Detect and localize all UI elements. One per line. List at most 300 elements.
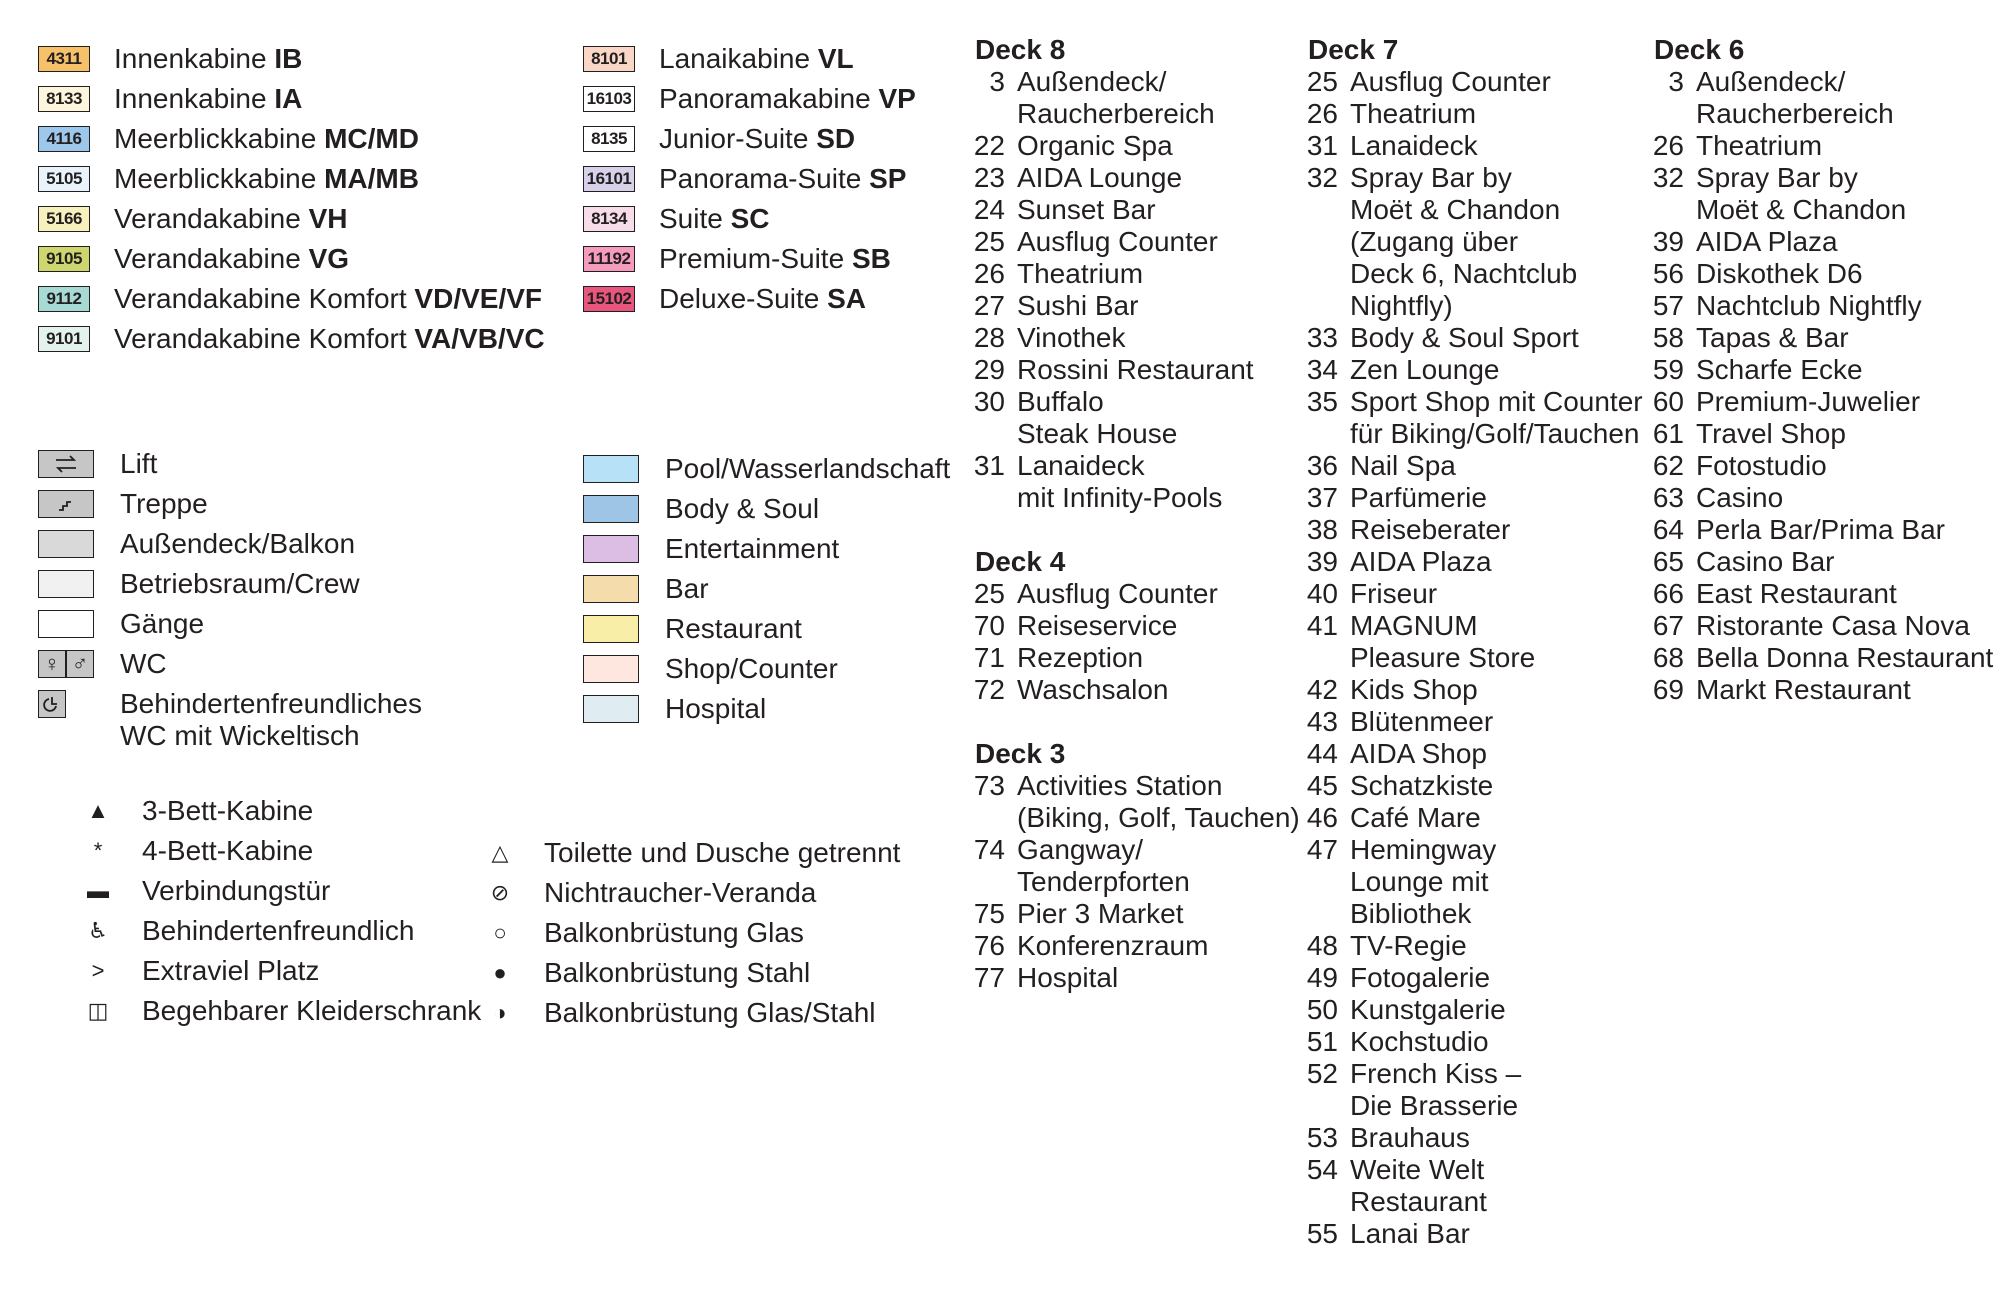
- stairs-icon: [38, 490, 94, 518]
- accessible-icon: [38, 690, 66, 718]
- cabin-row: [583, 160, 906, 198]
- cabin-name: Panorama-Suite: [659, 163, 870, 194]
- deck-entry: [975, 386, 1300, 450]
- deck-entry-name: Activities Station (Biking, Golf, Tauchen): [1017, 770, 1300, 833]
- symbol-row: [440, 954, 810, 992]
- cabin-row: [38, 200, 348, 238]
- area-row: [583, 450, 950, 488]
- cabin-row: [583, 120, 855, 158]
- deck-entry: [1308, 1122, 1643, 1154]
- cabin-code-badge: 8135: [583, 126, 635, 152]
- deck-entry-number: 28: [973, 322, 1005, 353]
- cabin-code-badge: 9112: [38, 286, 90, 312]
- deck-entry: [1308, 354, 1643, 386]
- deck-entry-number: 25: [1306, 66, 1338, 97]
- deck-entry-number: 41: [1306, 610, 1338, 641]
- deck-entry: [1308, 514, 1643, 546]
- deck-block: [1308, 34, 1643, 1250]
- deck-entry-number: 31: [973, 450, 1005, 481]
- deck-entry: [1654, 258, 1993, 290]
- deck-entry-name: Kunstgalerie: [1350, 994, 1506, 1025]
- deck-entry-name: Body & Soul Sport: [1350, 322, 1579, 353]
- cabin-code-badge: 4116: [38, 126, 90, 152]
- area-swatch: [583, 455, 639, 483]
- cabin-category: SB: [851, 243, 891, 274]
- deck-entry-name: Premium-Juwelier: [1696, 386, 1921, 417]
- cabin-row: [38, 280, 542, 318]
- deck-entry: [975, 130, 1300, 162]
- deck-entry: [1308, 450, 1643, 482]
- symbol-label: Balkonbrüstung Stahl: [544, 957, 811, 988]
- symbol-row: [38, 952, 319, 990]
- deck-entry: [975, 450, 1300, 514]
- deck-entry-number: 76: [973, 930, 1005, 961]
- deck-column-3: [1654, 34, 1993, 706]
- cabin-category: SA: [827, 283, 866, 314]
- cabin-code-badge: 11192: [583, 246, 635, 272]
- deck-entry-number: 61: [1652, 418, 1684, 449]
- circle-open-icon: ○: [493, 920, 507, 945]
- cabin-category: IB: [274, 43, 303, 74]
- cabin-category: MA/MB: [324, 163, 419, 194]
- symbol-label: Nichtraucher-Veranda: [544, 877, 817, 908]
- deck-entry: [1308, 1218, 1643, 1250]
- cabin-name: Verandakabine Komfort: [114, 323, 415, 354]
- deck-block: [975, 738, 1300, 994]
- deck-entry-name: Theatrium: [1350, 98, 1477, 129]
- deck-entry: [1654, 642, 1993, 674]
- deck-entry-number: 66: [1652, 578, 1684, 609]
- greater-than-icon: >: [91, 958, 105, 983]
- cabin-code-badge: 9101: [38, 326, 90, 352]
- deck-entry: [1654, 514, 1993, 546]
- deck-entry-number: 31: [1306, 130, 1338, 161]
- deck-entry-name: Casino: [1696, 482, 1784, 513]
- deck-entry: [1654, 162, 1993, 226]
- deck-entry-name: East Restaurant: [1696, 578, 1897, 609]
- deck-entry-number: 26: [973, 258, 1005, 289]
- area-label: Treppe: [120, 488, 208, 519]
- symbol-label: Begehbarer Kleiderschrank: [142, 995, 482, 1026]
- deck-entry: [1308, 610, 1643, 674]
- cabin-label: [114, 43, 302, 75]
- cabin-label: [114, 283, 542, 315]
- deck-entry: [1308, 962, 1643, 994]
- deck-entry: [1308, 386, 1643, 450]
- area-row: [38, 610, 204, 648]
- cabin-label: [114, 243, 349, 275]
- cabin-name: Meerblickkabine: [114, 163, 325, 194]
- deck-entry-name: Fotogalerie: [1350, 962, 1491, 993]
- cabin-name: Verandakabine Komfort: [114, 283, 415, 314]
- deck-entry-name: Travel Shop: [1696, 418, 1846, 449]
- symbol-label: 4-Bett-Kabine: [142, 835, 314, 866]
- deck-entry-number: 51: [1306, 1026, 1338, 1057]
- cabin-row: [583, 240, 891, 278]
- deck-entry-number: 68: [1652, 642, 1684, 673]
- deck-entry-number: 77: [973, 962, 1005, 993]
- deck-entry: [1654, 130, 1993, 162]
- cabin-category: VG: [308, 243, 350, 274]
- deck-entry-name: Schatzkiste: [1350, 770, 1494, 801]
- wardrobe-icon: ◫: [87, 998, 109, 1023]
- cabin-name: Innenkabine: [114, 83, 275, 114]
- deck-column-2: [1308, 34, 1643, 1250]
- deck-entry: [1308, 770, 1643, 802]
- deck-entry-name: Markt Restaurant: [1696, 674, 1911, 705]
- deck-entry-name: Rossini Restaurant: [1017, 354, 1254, 385]
- cabin-label: [114, 203, 348, 235]
- area-swatch: [583, 615, 639, 643]
- deck-entry-number: 62: [1652, 450, 1684, 481]
- symbol-row: [38, 912, 414, 950]
- cabin-label: [659, 83, 916, 115]
- deck-entry-number: 67: [1652, 610, 1684, 641]
- deck-entry-name: Lanaideck mit Infinity-Pools: [1017, 450, 1223, 513]
- deck-entry: [1308, 98, 1643, 130]
- area-label: Außendeck/Balkon: [120, 528, 356, 559]
- deck-entry-number: 60: [1652, 386, 1684, 417]
- deck-entry-name: Hemingway Lounge mit Bibliothek: [1350, 834, 1497, 929]
- deck-entry-name: Parfümerie: [1350, 482, 1487, 513]
- area-label: Pool/Wasserlandschaft: [665, 453, 951, 484]
- area-swatch: [583, 695, 639, 723]
- symbol-label: Balkonbrüstung Glas/Stahl: [544, 997, 876, 1028]
- deck-entry: [975, 962, 1300, 994]
- cabin-row: [583, 200, 770, 238]
- symbol-label: 3-Bett-Kabine: [142, 795, 314, 826]
- deck-entry-name: French Kiss – Die Brasserie: [1350, 1058, 1522, 1121]
- cabin-code-badge: 15102: [583, 286, 635, 312]
- cabin-code-badge: 8101: [583, 46, 635, 72]
- deck-entry: [1308, 546, 1643, 578]
- symbol-row: [38, 792, 313, 830]
- cabin-row: [38, 320, 545, 358]
- circle-filled-icon: ●: [493, 960, 507, 985]
- deck-entry-number: 24: [973, 194, 1005, 225]
- cabin-name: Premium-Suite: [659, 243, 852, 274]
- cabin-code-badge: 4311: [38, 46, 90, 72]
- area-swatch: [583, 655, 639, 683]
- area-row: [583, 610, 802, 648]
- deck-title: Deck 6: [1654, 34, 1745, 65]
- area-label: Shop/Counter: [665, 653, 838, 684]
- cabin-label: [659, 43, 854, 75]
- deck-entry: [1654, 418, 1993, 450]
- deck-entry-name: Weite Welt Restaurant: [1350, 1154, 1487, 1217]
- deck-entry-name: Außendeck/ Raucherbereich: [1696, 66, 1894, 129]
- area-row: [583, 690, 766, 728]
- deck-entry-number: 37: [1306, 482, 1338, 513]
- deck-entry-name: Buffalo Steak House: [1017, 386, 1178, 449]
- symbol-row: [38, 872, 330, 910]
- cabin-row: [583, 40, 854, 78]
- deck-entry-number: 25: [973, 578, 1005, 609]
- deck-entry-name: Fotostudio: [1696, 450, 1827, 481]
- deck-entry: [1654, 674, 1993, 706]
- deck-entry-number: 52: [1306, 1058, 1338, 1089]
- deck-entry-name: Spray Bar by Moët & Chandon: [1696, 162, 1907, 225]
- area-label: Gänge: [120, 608, 205, 639]
- cabin-name: Meerblickkabine: [114, 123, 325, 154]
- deck-entry-name: Scharfe Ecke: [1696, 354, 1863, 385]
- deck-title: Deck 4: [975, 546, 1066, 577]
- deck-entry-name: Bella Donna Restaurant: [1696, 642, 1994, 673]
- deck-entry-name: Außendeck/ Raucherbereich: [1017, 66, 1215, 129]
- cabin-code-badge: 8133: [38, 86, 90, 112]
- deck-entry: [975, 194, 1300, 226]
- deck-entry: [1308, 802, 1643, 834]
- deck-entry-name: Ausflug Counter: [1350, 66, 1551, 97]
- deck-entry-number: 59: [1652, 354, 1684, 385]
- cabin-name: Verandakabine: [114, 203, 309, 234]
- deck-entry-name: Tapas & Bar: [1696, 322, 1849, 353]
- deck-entry-name: Reiseservice: [1017, 610, 1178, 641]
- deck-entry-number: 22: [973, 130, 1005, 161]
- triangle-icon: ▲: [87, 798, 109, 823]
- deck-entry: [975, 610, 1300, 642]
- cabin-row: [583, 80, 916, 118]
- area-label: Entertainment: [665, 533, 840, 564]
- area-label: Lift: [120, 448, 158, 479]
- deck-title: Deck 7: [1308, 34, 1399, 65]
- deck-entry-number: 56: [1652, 258, 1684, 289]
- deck-entry-number: 3: [1668, 66, 1684, 97]
- deck-entry-number: 36: [1306, 450, 1338, 481]
- deck-entry-name: AIDA Lounge: [1017, 162, 1183, 193]
- deck-entry-number: 33: [1306, 322, 1338, 353]
- deck-title: Deck 8: [975, 34, 1066, 65]
- circle-half-icon: ◑: [493, 1000, 507, 1025]
- deck-entry: [975, 834, 1300, 898]
- symbol-row: [440, 914, 804, 952]
- cabin-label: [659, 123, 855, 155]
- deck-entry-name: AIDA Shop: [1350, 738, 1487, 769]
- deck-entry: [1654, 290, 1993, 322]
- cabin-code-badge: 8134: [583, 206, 635, 232]
- cabin-label: [659, 203, 770, 235]
- cabin-category: VD/VE/VF: [414, 283, 543, 314]
- deck-entry-number: 39: [1652, 226, 1684, 257]
- deck-entry-name: Organic Spa: [1017, 130, 1173, 161]
- cabin-category: VA/VB/VC: [414, 323, 545, 354]
- area-label: Bar: [665, 573, 709, 604]
- connecting-door-icon: ▬: [87, 878, 109, 903]
- deck-entry-name: Vinothek: [1017, 322, 1126, 353]
- deck-entry: [1654, 482, 1993, 514]
- deck-entry-number: 32: [1306, 162, 1338, 193]
- deck-entry-number: 49: [1306, 962, 1338, 993]
- area-row: [38, 530, 355, 568]
- deck-entry: [975, 226, 1300, 258]
- deck-entry-number: 25: [973, 226, 1005, 257]
- deck-entry-name: Rezeption: [1017, 642, 1144, 673]
- deck-entry: [1654, 578, 1993, 610]
- deck-entry: [1654, 322, 1993, 354]
- area-row: [583, 570, 709, 608]
- area-row: [38, 490, 208, 528]
- deck-entry-number: 38: [1306, 514, 1338, 545]
- wc-icon: [38, 650, 94, 678]
- cabin-label: [114, 123, 419, 155]
- deck-entry: [1308, 578, 1643, 610]
- area-swatch: [38, 570, 94, 598]
- area-swatch: [38, 610, 94, 638]
- deck-entry-name: Ausflug Counter: [1017, 578, 1218, 609]
- deck-entry-number: 50: [1306, 994, 1338, 1025]
- deck-entry: [975, 290, 1300, 322]
- symbol-label: Verbindungstür: [142, 875, 331, 906]
- symbol-label: Toilette und Dusche getrennt: [544, 837, 901, 868]
- deck-entry: [1308, 834, 1643, 930]
- area-label: Restaurant: [665, 613, 802, 644]
- asterisk-icon: *: [93, 838, 103, 863]
- deck-entry: [975, 258, 1300, 290]
- deck-entry: [1308, 322, 1643, 354]
- deck-entry-name: Lanaideck: [1350, 130, 1478, 161]
- deck-entry-number: 69: [1652, 674, 1684, 705]
- deck-entry-number: 27: [973, 290, 1005, 321]
- deck-block: [975, 546, 1300, 706]
- symbol-row: [440, 994, 876, 1032]
- deck-entry-number: 55: [1306, 1218, 1338, 1249]
- deck-entry-name: Gangway/ Tenderpforten: [1017, 834, 1190, 897]
- symbol-row: [440, 834, 900, 872]
- cabin-row: [38, 40, 302, 78]
- deck-entry: [1654, 386, 1993, 418]
- cabin-row: [38, 80, 302, 118]
- deck-entry-name: TV-Regie: [1350, 930, 1467, 961]
- male-icon: ♂: [66, 650, 94, 678]
- cabin-code-badge: 9105: [38, 246, 90, 272]
- deck-entry: [1308, 482, 1643, 514]
- deck-entry: [1308, 706, 1643, 738]
- cabin-code-badge: 16101: [583, 166, 635, 192]
- cabin-label: [659, 243, 891, 275]
- deck-entry-name: MAGNUM Pleasure Store: [1350, 610, 1536, 673]
- deck-entry-number: 53: [1306, 1122, 1338, 1153]
- area-row: [38, 688, 422, 751]
- deck-entry-number: 47: [1306, 834, 1338, 865]
- deck-entry-number: 63: [1652, 482, 1684, 513]
- deck-entry: [975, 898, 1300, 930]
- cabin-name: Panoramakabine: [659, 83, 879, 114]
- deck-entry: [1308, 930, 1643, 962]
- deck-entry: [1654, 66, 1993, 130]
- deck-entry: [1308, 994, 1643, 1026]
- deck-entry-name: Hospital: [1017, 962, 1119, 993]
- cabin-category: SC: [730, 203, 770, 234]
- deck-entry-number: 70: [973, 610, 1005, 641]
- deck-entry: [975, 66, 1300, 130]
- deck-title: Deck 3: [975, 738, 1066, 769]
- deck-entry: [1308, 66, 1643, 98]
- area-row: [38, 570, 360, 608]
- deck-entry-name: Perla Bar/Prima Bar: [1696, 514, 1945, 545]
- deck-entry-number: 71: [973, 642, 1005, 673]
- area-row: [38, 650, 167, 688]
- symbol-label: Balkonbrüstung Glas: [544, 917, 804, 948]
- no-smoking-icon: ⊘: [490, 880, 510, 905]
- cabin-code-badge: 16103: [583, 86, 635, 112]
- deck-entry-number: 35: [1306, 386, 1338, 417]
- cabin-category: SD: [816, 123, 856, 154]
- symbol-label: Extraviel Platz: [142, 955, 320, 986]
- deck-entry-number: 58: [1652, 322, 1684, 353]
- deck-entry: [1308, 674, 1643, 706]
- deck-entry: [1654, 546, 1993, 578]
- cabin-name: Deluxe-Suite: [659, 283, 828, 314]
- symbol-label: Behindertenfreundlich: [142, 915, 415, 946]
- area-label: Behindertenfreundliches WC mit Wickeltisch: [120, 688, 422, 751]
- deck-entry-name: Konferenzraum: [1017, 930, 1209, 961]
- deck-entry: [975, 674, 1300, 706]
- deck-entry-number: 74: [973, 834, 1005, 865]
- cabin-category: VP: [878, 83, 916, 114]
- area-row: [583, 490, 819, 528]
- deck-entry-name: Café Mare: [1350, 802, 1481, 833]
- symbol-row: [440, 874, 816, 912]
- deck-entry-name: Kids Shop: [1350, 674, 1478, 705]
- deck-entry: [1654, 354, 1993, 386]
- cabin-label: [114, 323, 545, 355]
- cabin-name: Junior-Suite: [659, 123, 817, 154]
- deck-entry-name: Reiseberater: [1350, 514, 1511, 545]
- deck-column-1: [975, 34, 1300, 994]
- deck-entry-number: 46: [1306, 802, 1338, 833]
- area-row: [583, 530, 839, 568]
- area-swatch: [583, 495, 639, 523]
- cabin-category: VL: [817, 43, 854, 74]
- deck-entry-name: Theatrium: [1017, 258, 1144, 289]
- cabin-label: [114, 163, 419, 195]
- deck-entry-name: Spray Bar by Moët & Chandon (Zugang über Deck 6, Nachtclub Nightfly): [1350, 162, 1578, 321]
- cabin-label: [114, 83, 302, 115]
- area-label: WC: [120, 648, 167, 679]
- deck-entry-number: 64: [1652, 514, 1684, 545]
- deck-entry-number: 39: [1306, 546, 1338, 577]
- deck-entry: [975, 578, 1300, 610]
- cabin-category: MC/MD: [324, 123, 419, 154]
- deck-entry: [1308, 162, 1643, 322]
- deck-entry-number: 75: [973, 898, 1005, 929]
- deck-entry: [1308, 738, 1643, 770]
- cabin-name: Lanaikabine: [659, 43, 818, 74]
- deck-entry-number: 43: [1306, 706, 1338, 737]
- lift-icon: [38, 450, 94, 478]
- area-label: Body & Soul: [665, 493, 820, 524]
- deck-entry-name: Diskothek D6: [1696, 258, 1863, 289]
- deck-entry: [1654, 610, 1993, 642]
- cabin-row: [583, 280, 866, 318]
- cabin-row: [38, 120, 419, 158]
- deck-entry: [1308, 1058, 1643, 1122]
- deck-entry-name: Waschsalon: [1017, 674, 1169, 705]
- deck-block: [1654, 34, 1993, 706]
- deck-entry-number: 65: [1652, 546, 1684, 577]
- cabin-code-badge: 5166: [38, 206, 90, 232]
- deck-entry-number: 57: [1652, 290, 1684, 321]
- deck-entry: [975, 162, 1300, 194]
- deck-entry-name: Ristorante Casa Nova: [1696, 610, 1970, 641]
- deck-entry: [1308, 1026, 1643, 1058]
- cabin-code-badge: 5105: [38, 166, 90, 192]
- deck-entry-name: Ausflug Counter: [1017, 226, 1218, 257]
- deck-entry-name: Friseur: [1350, 578, 1438, 609]
- cabin-name: Verandakabine: [114, 243, 309, 274]
- deck-entry: [975, 642, 1300, 674]
- deck-entry: [975, 354, 1300, 386]
